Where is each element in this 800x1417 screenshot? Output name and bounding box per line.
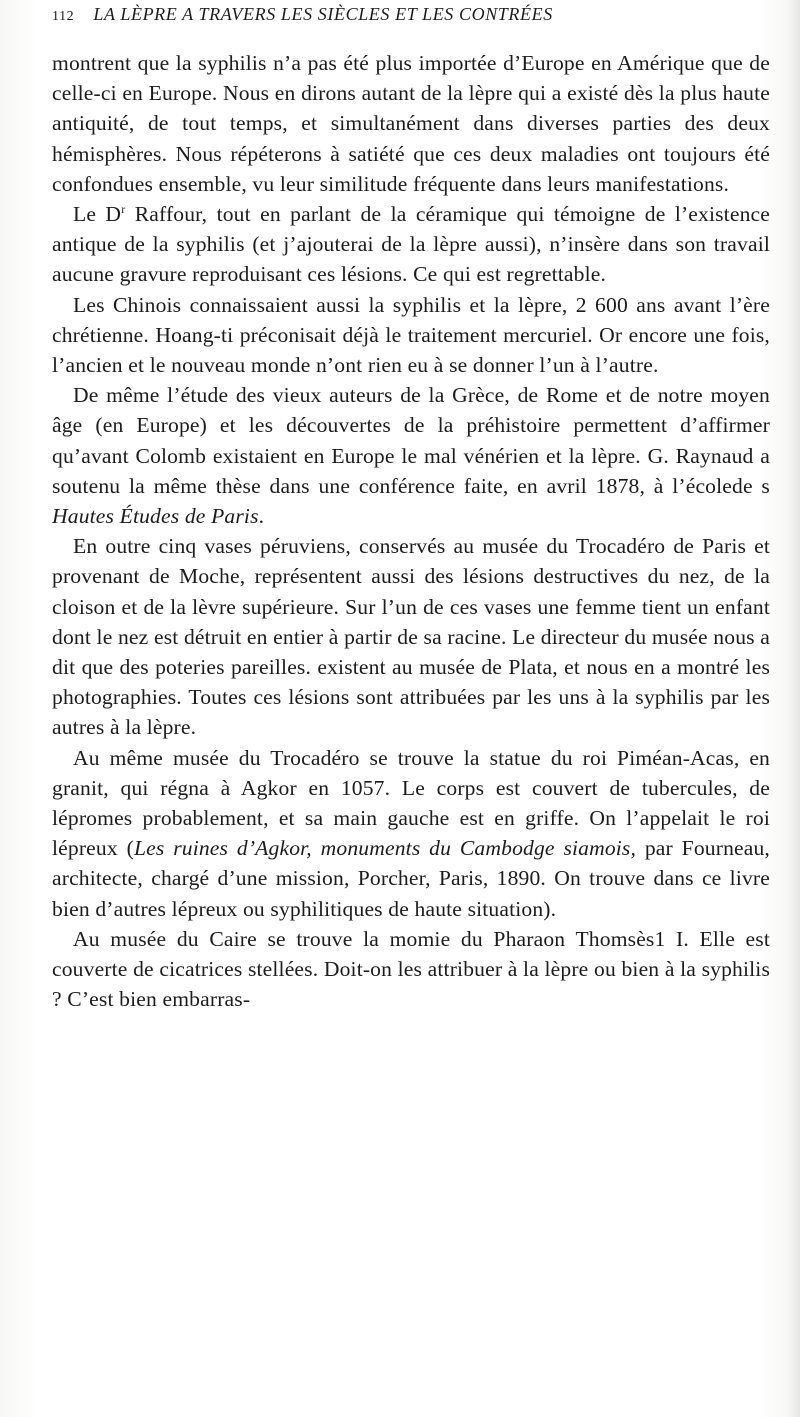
paragraph-4 [52, 380, 770, 531]
paragraph-7 [52, 924, 770, 1015]
paragraph-text: montrent que la syphilis n’a pas été plus importée d’Europe en Amérique que de celle-ci en Europe. Nous en dirons autant de la lèpre qui a existé dès la plus haute antiquité, de tout temps, et simultanément dans diverses parties des deux hémisphères. Nous répéterons à satiété que ces deux maladies ont toujours été confondues ensemble, vu leur similitude fréquente dans leurs manifestations. [52, 51, 770, 196]
paragraph-text: Raffour, tout en parlant de la céramique qui témoigne de l’existence antique de la syphilis (et j’ajouterai de la lèpre aussi), n’insère dans son travail aucune gravure reproduisant ces lésions. Ce qui est regrettable. [52, 202, 770, 287]
paragraph-text: Les Chinois connaissaient aussi la syphilis et la lèpre, 2 600 ans avant l’ère chrétienne. Hoang-ti préconisait déjà le traitement mercuriel. Or encore une fois, l’ancien et le nouveau monde n’ont rien eu à se donner l’un à l’autre. [52, 292, 770, 378]
page-edge-shadow [786, 0, 800, 1417]
running-title: LA LÈPRE A TRAVERS LES SIÈCLES ET LES CONTRÉES [93, 4, 553, 24]
italic-title: Hautes Études de Paris [52, 504, 259, 529]
running-header [52, 4, 752, 25]
paragraph-text: En outre cinq vases péruviens, conservés au musée du Trocadéro de Paris et provenant de Moche, représentent aussi des lésions destructives du nez, de la cloison et de la lèvre supérieure. Sur l’un de ces vases une femme tient un enfant dont le nez est détruit en entier à partir de sa racine. Le directeur du musée nous a dit que des poteries pareilles. existent au musée de Plata, et nous en a montré les photographies. Toutes ces lésions sont attribuées par les uns à la syphilis par les autres à la lèpre. [52, 534, 770, 740]
paragraph-1 [52, 48, 770, 199]
paragraph-text: Au même musée du Trocadéro se trouve la statue du roi Piméan-Acas, en granit, qui régna à Agkor en 1057. Le corps est couvert de tubercules, de lépromes probablement, et sa main gauche est en griffe. On l’appelait le roi lépreux ( [52, 745, 770, 861]
paragraph-text: Au musée du Caire se trouve la momie du Pharaon Thomsès1 I. Elle est couverte de cicatrices stellées. Doit-on les attribuer à la lèpre ou bien à la syphilis ? C’est bien embarras- [52, 926, 770, 1012]
paragraph-2 [52, 199, 770, 290]
page-body [52, 48, 770, 1015]
paragraph-3 [52, 290, 770, 381]
italic-citation: Les ruines d’Agkor, monuments du Cambodge siamois, [133, 836, 637, 861]
paragraph-text: De même l’étude des vieux auteurs de la Grèce, de Rome et de notre moyen âge (en Europe) et les découvertes de la préhistoire permettent d’affirmer qu’avant Colomb existaient en Europe le mal vénérien et la lèpre. G. Raynaud a soutenu la même thèse dans une conférence faite, en avril 1878, à l’écolede s [52, 383, 770, 498]
paragraph-5 [52, 531, 770, 742]
paragraph-6 [52, 743, 770, 924]
page-number: 112 [52, 9, 75, 24]
paragraph-text: par Fourneau, architecte, chargé d’une mission, Porcher, Paris, 1890. On trouve dans ce livre bien d’autres lépreux ou syphilitiques de haute situation). [52, 836, 770, 921]
superscript: r [121, 201, 126, 216]
paragraph-text: Le D [73, 202, 122, 227]
paragraph-text: . [258, 504, 265, 529]
